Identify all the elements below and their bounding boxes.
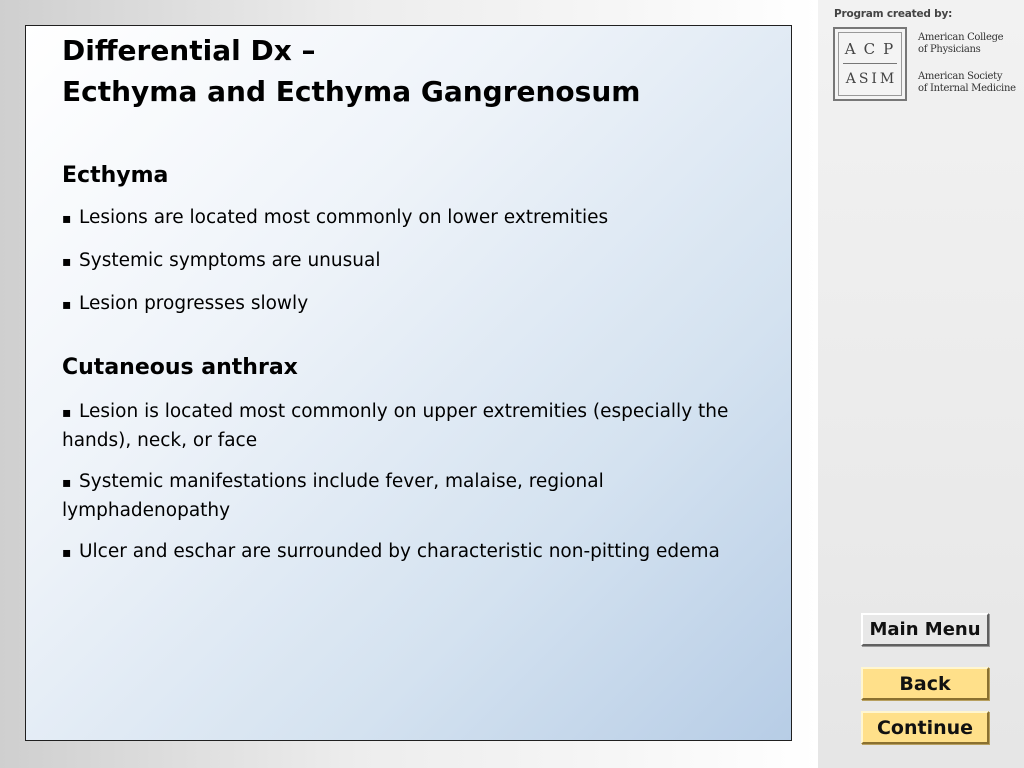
section-heading-cutaneous-anthrax: Cutaneous anthrax [62,355,298,380]
bullet-item [62,468,762,524]
bullet-icon: ▪ [62,405,72,421]
acp-asim-logo [833,27,907,101]
bullet-icon: ▪ [62,475,72,491]
section-heading-ecthyma: Ecthyma [62,163,169,188]
org-name-asim-line-2: of Internal Medicine [918,83,1016,94]
main-menu-button[interactable]: Main Menu [861,613,989,646]
slide-title-line-2: Ecthyma and Ecthyma Gangrenosum [62,75,641,108]
bullet-text: Systemic symptoms are unusual [79,250,381,271]
org-name-asim-line-1: American Society [918,71,1003,82]
logo-asim-letters: ASIM [845,71,898,87]
bullet-text: Lesion progresses slowly [79,293,309,314]
bullet-icon: ▪ [62,545,72,561]
logo-divider [843,63,897,64]
org-name-acp-line-1: American College [918,32,1004,43]
org-name-acp-line-2: of Physicians [918,44,981,55]
bullet-icon: ▪ [62,254,72,270]
bullet-item [62,538,762,567]
bullet-text: Systemic manifestations include fever, malaise, regional lymphadenopathy [62,471,604,521]
slide-content [62,30,762,567]
bullet-item [62,290,762,319]
back-button[interactable]: Back [861,667,989,700]
sidebar [818,0,1024,768]
continue-button[interactable]: Continue [861,711,989,744]
logo-acp-letters: ACP [844,40,902,58]
bullet-item [62,398,762,454]
bullet-icon: ▪ [62,211,72,227]
bullet-text: Lesions are located most commonly on lower extremities [79,207,609,228]
content-panel [25,25,792,741]
org-name-acp [918,32,1003,56]
bullet-item [62,247,762,276]
bullet-text: Ulcer and eschar are surrounded by characteristic non-pitting edema [79,541,720,562]
org-name-asim [918,71,1016,95]
bullet-text: Lesion is located most commonly on upper extremities (especially the hands), neck, or face [62,401,729,451]
bullet-item [62,204,762,233]
slide-title-line-1: Differential Dx – [62,34,316,67]
bullet-icon: ▪ [62,297,72,313]
program-credit-label: Program created by: [834,8,953,20]
